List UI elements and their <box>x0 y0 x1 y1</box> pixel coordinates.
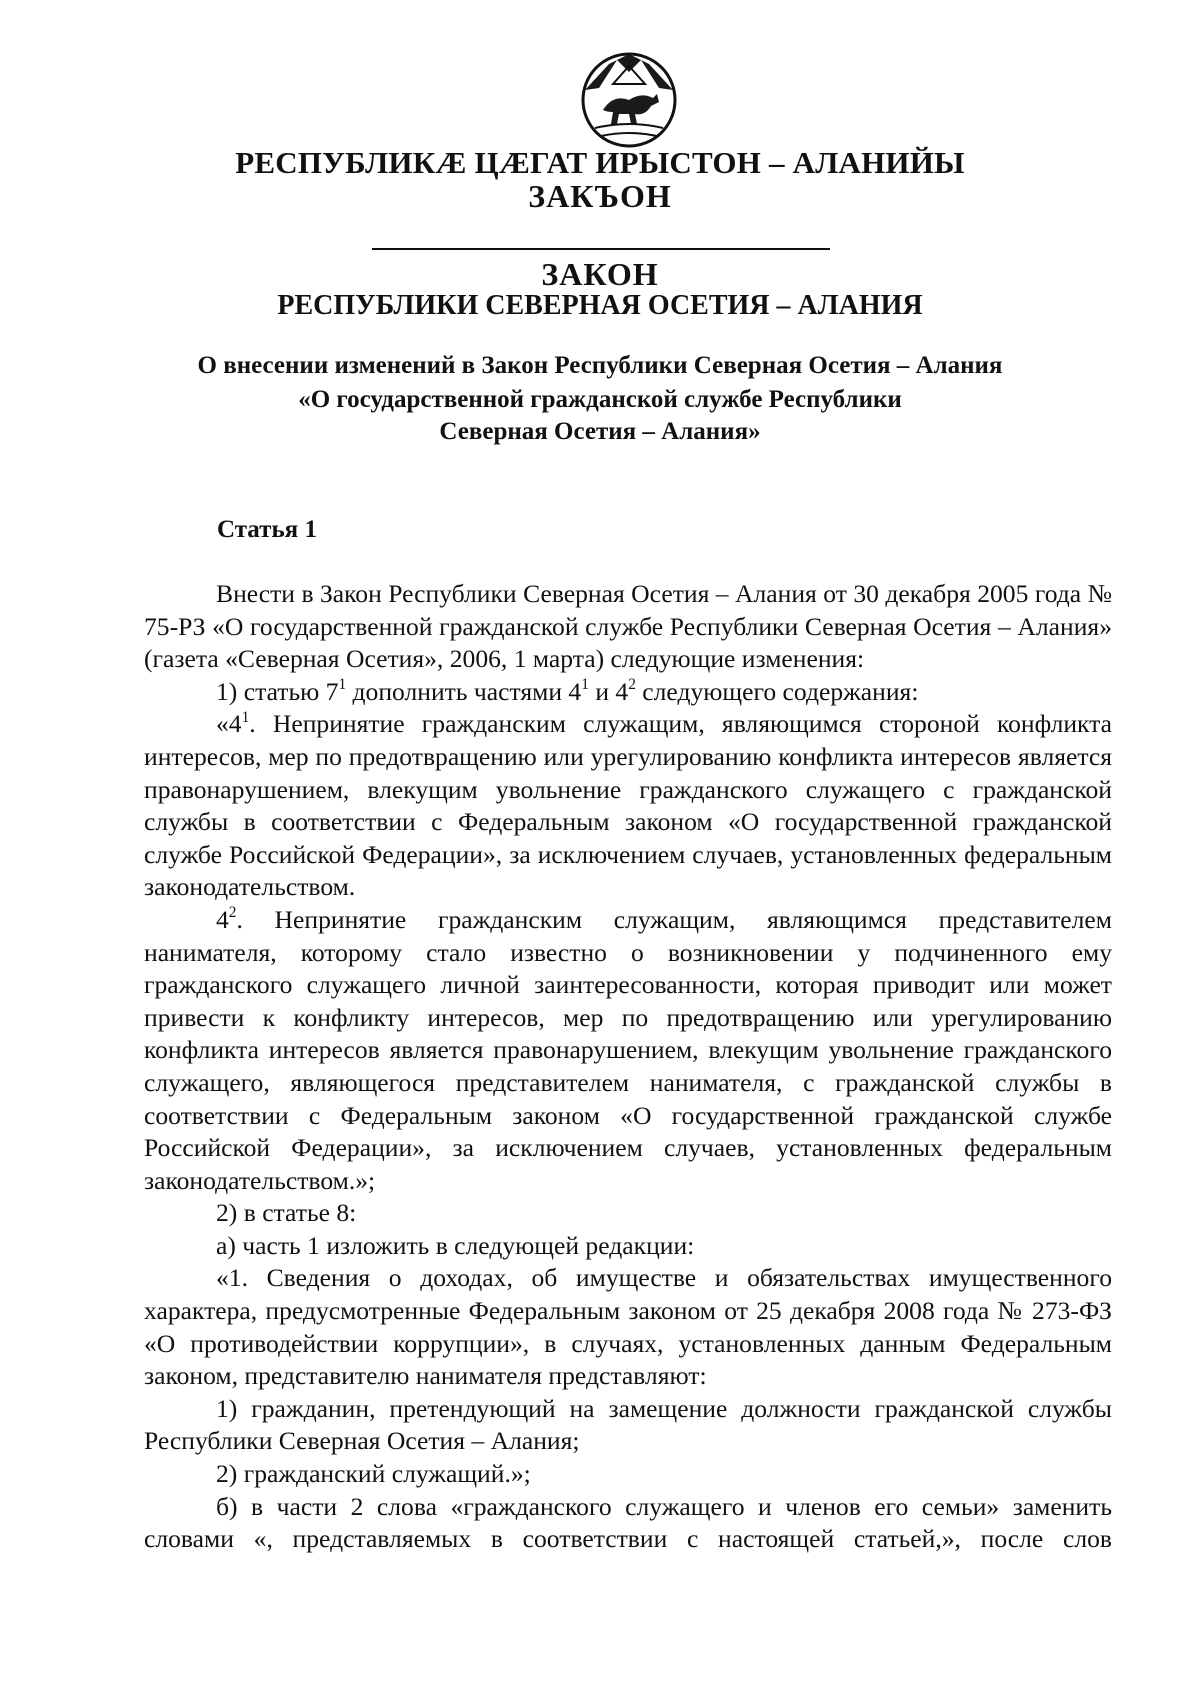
paragraph: 2) гражданский служащий.»; <box>216 1459 531 1489</box>
republic-title: РЕСПУБЛИКИ СЕВЕРНАЯ ОСЕТИЯ – АЛАНИЯ <box>277 290 923 321</box>
text-run: 4 <box>216 904 229 934</box>
paragraph <box>144 904 1112 1197</box>
paragraph <box>144 708 1112 904</box>
superscript: 2 <box>628 676 636 694</box>
coat-of-arms-emblem <box>579 50 679 150</box>
text-run: «4 <box>216 709 242 739</box>
document-title-line-3: Северная Осетия – Алания» <box>439 418 761 445</box>
paragraph: Внести в Закон Республики Северная Осетия – Алания от 30 декабря 2005 года № 75-РЗ «О государственной гражданской службе Республики Северная Осетия – Алания» (газета «Северная Осетия», 2006, 1 марта) следующие изменения: <box>144 579 1112 674</box>
document-title-line-1: О внесении изменений в Закон Республики Северная Осетия – Алания <box>197 352 1003 379</box>
law-title: ЗАКОН <box>541 256 659 292</box>
text-run: . Непринятие гражданским служащим, являющимся стороной конфликта интересов, мер по предотвращению или урегулированию конфликта интересов является правонарушением, влекущим увольнение гражданского служащего с гражданской службы в соответствии с Федеральным законом «О государственной гражданской службе Российской Федерации», за исключением случаев, установленных федеральным законодательством. <box>144 709 1112 902</box>
ossetian-republic-title: РЕСПУБЛИКӔ ЦӔГАТ ИРЫСТОН – АЛАНИЙЫ <box>235 145 965 180</box>
header-divider <box>372 248 830 250</box>
ossetian-law-title: ЗАКЪОН <box>528 178 672 214</box>
paragraph: а) часть 1 изложить в следующей редакции: <box>216 1230 695 1260</box>
text-run: . Непринятие гражданским служащим, являющимся представителем нанимателя, которому стало известно о возникновении у подчиненного ему гражданского служащего личной заинтересованности, которая приводит или может привести к конфликту интересов, мер по предотвращению или урегулированию конфликта интересов является правонарушением, влекущим увольнение гражданского служащего, являющегося представителем нанимателя, с гражданской службы в соответствии с Федеральным законом «О государственной гражданской службе Российской Федерации», за исключением случаев, установленных федеральным законодательством.»; <box>144 904 1112 1195</box>
paragraph: 2) в статье 8: <box>216 1198 357 1228</box>
paragraph: 1) гражданин, претендующий на замещение должности гражданской службы Республики Северная Осетия – Алания; <box>144 1393 1112 1456</box>
article-heading: Статья 1 <box>217 516 317 543</box>
paragraph: «1. Сведения о доходах, об имуществе и обязательствах имущественного характера, предусмотренные Федеральным законом от 25 декабря 2008 года № 273-ФЗ «О противодействии коррупции», в случаях, установленных данным Федеральным законом, представителю нанимателя представляют: <box>144 1263 1112 1391</box>
superscript: 1 <box>241 708 250 726</box>
text-run: и 4 <box>588 676 629 706</box>
paragraph: б) в части 2 слова «гражданского служащего и членов его семьи» заменить словами «, представляемых в соответствии с настоящей статьей,», после слов <box>144 1491 1112 1554</box>
text-run: 1) статью 7 <box>216 676 339 706</box>
superscript: 1 <box>338 676 347 694</box>
paragraph <box>144 676 1112 709</box>
document-title-line-2: «О государственной гражданской службе Республики <box>298 386 902 413</box>
superscript: 2 <box>228 904 237 922</box>
text-run: следующего содержания: <box>635 676 919 706</box>
document-body <box>144 578 1112 1556</box>
text-run: дополнить частями 4 <box>346 676 582 706</box>
superscript: 1 <box>581 676 589 694</box>
